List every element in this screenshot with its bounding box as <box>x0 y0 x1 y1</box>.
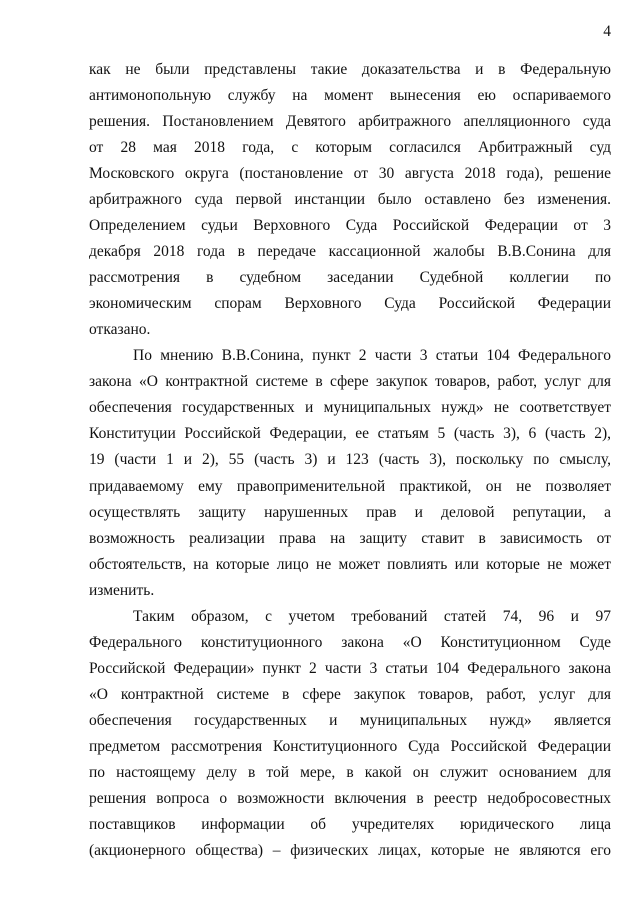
paragraph-1 <box>89 57 611 343</box>
text-line: обеспечения государственных и муниципальных нужд» не соответствует <box>89 399 611 417</box>
text-line: придаваемому ему правоприменительной практикой, он не позволяет <box>89 477 611 495</box>
text-line: поставщиков информации об учредителях юридического лица <box>89 815 611 833</box>
text-line: «О контрактной системе в сфере закупок товаров, работ, услуг для <box>89 685 611 703</box>
text-line: предметом рассмотрения Конституционного Суда Российской Федерации <box>89 737 611 755</box>
text-line: Московского округа (постановление от 30 августа 2018 года), решение <box>89 165 611 183</box>
text-line: арбитражного суда первой инстанции было оставлено без изменения. <box>89 191 611 209</box>
text-line: экономическим спорам Верховного Суда Российской Федерации <box>89 295 611 313</box>
text-line: антимонопольную службу на момент вынесения ею оспариваемого <box>89 87 611 105</box>
text-line: возможность реализации права на защиту ставит в зависимость от <box>89 529 611 547</box>
text-line: осуществлять защиту нарушенных прав и деловой репутации, а <box>89 503 611 521</box>
text-line: решения. Постановлением Девятого арбитражного апелляционного суда <box>89 113 611 131</box>
page-number: 4 <box>603 23 611 40</box>
text-line: закона «О контрактной системе в сфере закупок товаров, работ, услуг для <box>89 373 611 391</box>
text-line: Таким образом, с учетом требований статей 74, 96 и 97 <box>133 607 611 625</box>
text-line: Российской Федерации» пункт 2 части 3 статьи 104 Федерального закона <box>89 659 611 677</box>
text-line: обстоятельств, на которые лицо не может повлиять или которые не может <box>89 555 611 573</box>
paragraph-3 <box>89 604 611 864</box>
text-line: (акционерного общества) – физических лицах, которые не являются его <box>89 841 611 859</box>
text-line: Федерального конституционного закона «О Конституционном Суде <box>89 633 611 651</box>
paragraph-2 <box>89 343 611 603</box>
text-line: По мнению В.В.Сонина, пункт 2 части 3 статьи 104 Федерального <box>133 347 611 365</box>
text-line: обеспечения государственных и муниципальных нужд» является <box>89 711 611 729</box>
text-line: Определением судьи Верховного Суда Российской Федерации от 3 <box>89 217 611 235</box>
text-line: 19 (части 1 и 2), 55 (часть 3) и 123 (часть 3), поскольку по смыслу, <box>89 451 611 469</box>
text-line: решения вопроса о возможности включения в реестр недобросовестных <box>89 789 611 807</box>
text-line: по настоящему делу в той мере, в какой он служит основанием для <box>89 763 611 781</box>
text-line: декабря 2018 года в передаче кассационной жалобы В.В.Сонина для <box>89 243 611 261</box>
text-line: Конституции Российской Федерации, ее статьям 5 (часть 3), 6 (часть 2), <box>89 425 611 443</box>
document-body <box>89 57 611 864</box>
text-line: отказано. <box>89 321 151 339</box>
text-line: от 28 мая 2018 года, с которым согласился Арбитражный суд <box>89 139 611 157</box>
text-line: как не были представлены такие доказательства и в Федеральную <box>89 61 611 78</box>
text-line: изменить. <box>89 581 155 599</box>
text-line: рассмотрения в судебном заседании Судебной коллегии по <box>89 269 611 287</box>
